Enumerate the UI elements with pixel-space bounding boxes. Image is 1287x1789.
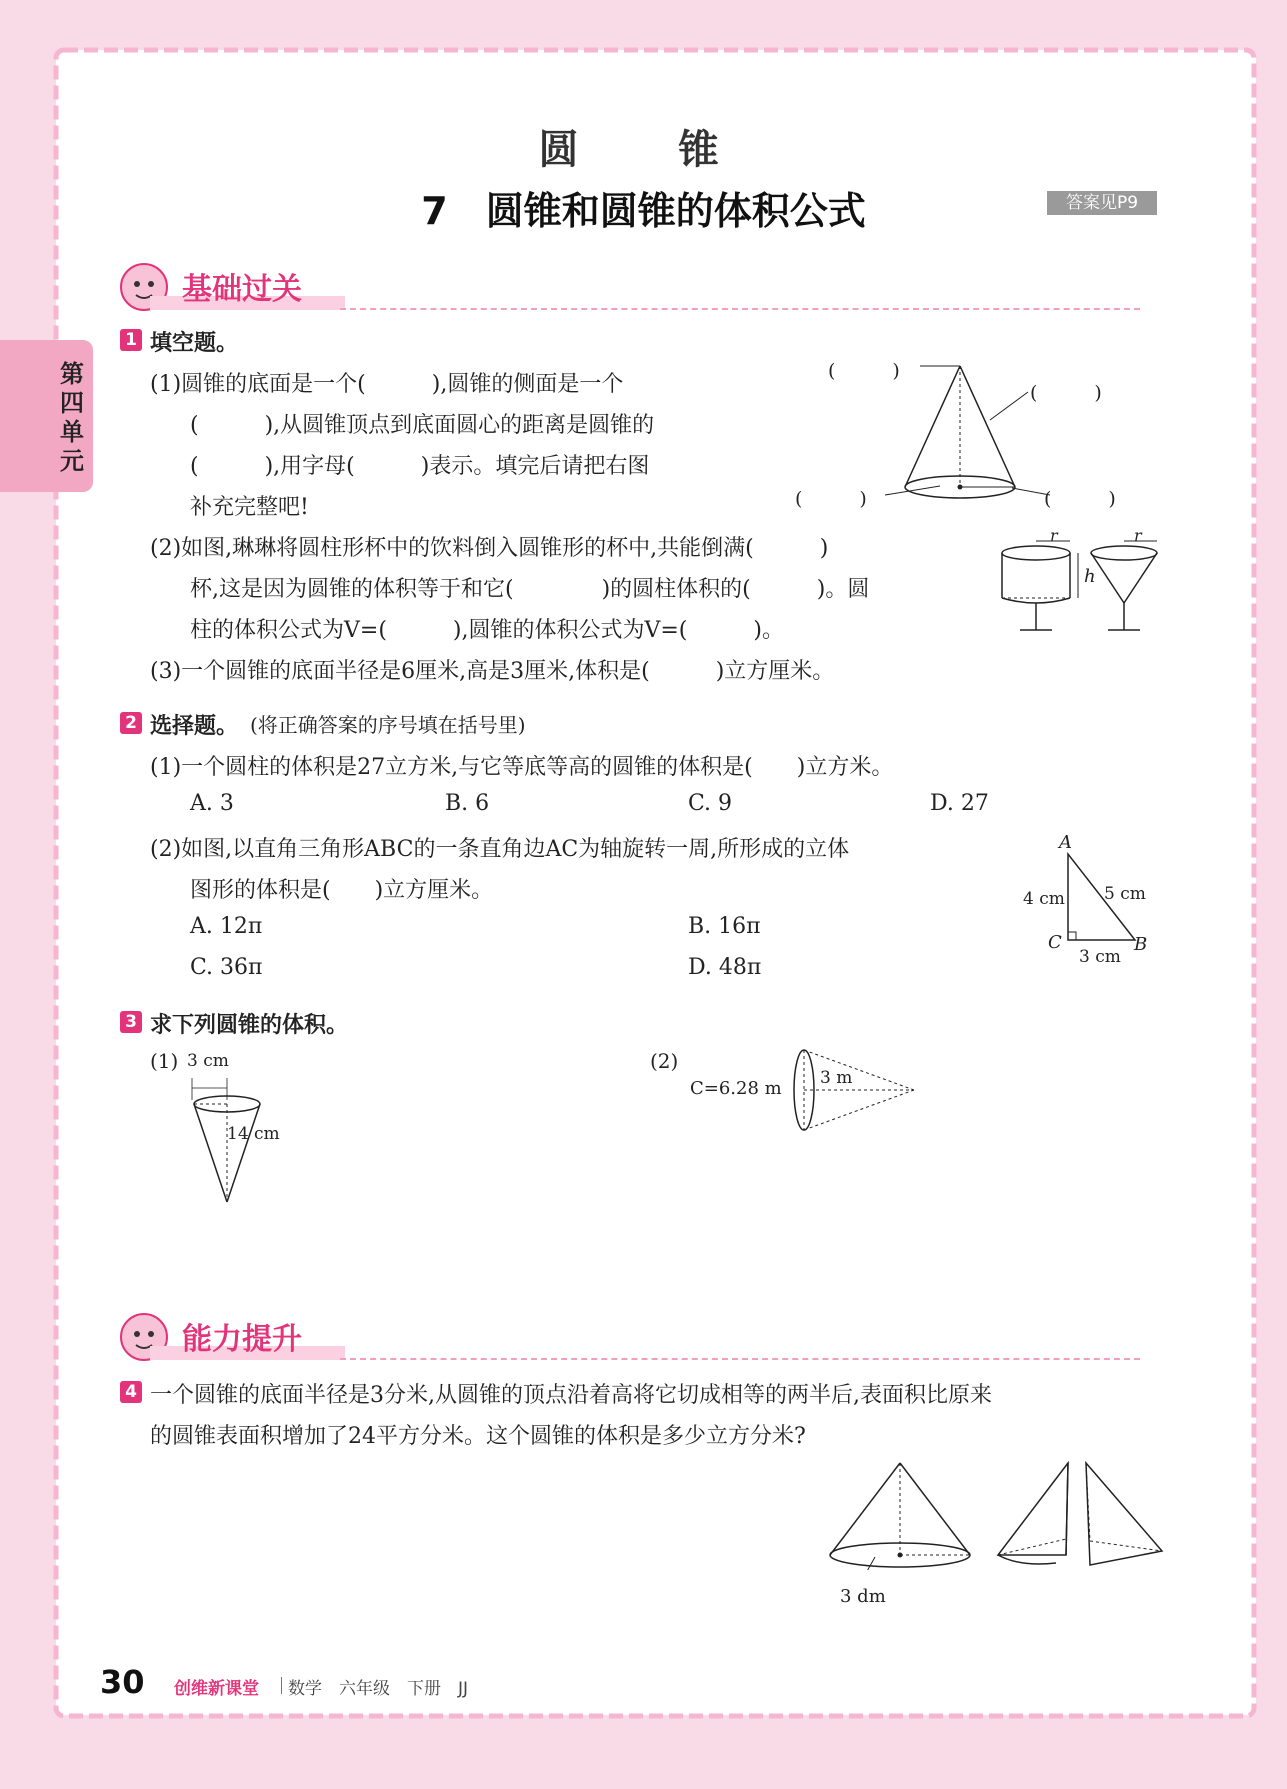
side-ac-label: 4 cm [1023, 889, 1065, 909]
q1-part1-line2: ( ),从圆锥顶点到底面圆心的距离是圆锥的 [190, 413, 655, 438]
answer-reference-badge: 答案见P9 [1047, 191, 1157, 215]
q1-part2-line3: 柱的体积公式为V=( ),圆锥的体积公式为V=( )。 [190, 618, 784, 643]
q3-cone1-height: 14 cm [227, 1124, 280, 1144]
page-number: 30 [100, 1663, 145, 1701]
q1-part1-line3: ( ),用字母( )表示。填完后请把右图 [190, 454, 650, 479]
q1-part2-line1: (2)如图,琳琳将圆柱形杯中的饮料倒入圆锥形的杯中,共能倒满( ) [150, 536, 829, 561]
question-number: 4 [120, 1381, 142, 1403]
vertex-b-label: B [1134, 934, 1148, 955]
q3-cone1-radius: 3 cm [187, 1051, 229, 1071]
unit-label: 第四单元 [60, 360, 84, 475]
fig-blank-top: ( ) [828, 360, 900, 382]
side-bc-label: 3 cm [1079, 947, 1121, 967]
q2-part2-line1: (2)如图,以直角三角形ABC的一条直角边AC为轴旋转一周,所形成的立体 [150, 837, 850, 862]
q3-cone2-figure [790, 1048, 920, 1132]
fig-blank-right: ( ) [1030, 382, 1102, 404]
question-title: 填空题。 [150, 331, 239, 356]
section-title-advanced: 能力提升 [182, 1322, 302, 1357]
section-divider [340, 308, 1140, 310]
fig-blank-bottom-right: ( ) [1044, 488, 1116, 510]
q2-p1-option-b: B. 6 [445, 791, 490, 816]
q4-radius-label: 3 dm [840, 1586, 886, 1607]
footer-info: 数学 六年级 下册 JJ [288, 1679, 469, 1699]
q2-p1-option-c: C. 9 [688, 791, 733, 816]
cone-cup-radius-label: r [1134, 526, 1142, 545]
q1-part2-line2: 杯,这是因为圆锥的体积等于和它( )的圆柱体积的( )。圆 [190, 577, 870, 602]
q3-cone1-label: (1) [150, 1049, 179, 1073]
chapter-title: 圆 锥 [538, 127, 749, 173]
section-title-basic: 基础过关 [182, 272, 302, 307]
cup-radius-label: r [1050, 526, 1058, 545]
q1-part1-line4: 补充完整吧! [190, 495, 309, 520]
side-ab-label: 5 cm [1104, 884, 1146, 904]
vertex-c-label: C [1048, 932, 1062, 953]
footer-divider [281, 1677, 282, 1694]
q2-part2-line2: 图形的体积是( )立方厘米。 [190, 878, 494, 903]
question-title: 选择题。 [150, 714, 239, 739]
q2-p1-option-a: A. 3 [190, 791, 234, 816]
q4-line1: 一个圆锥的底面半径是3分米,从圆锥的顶点沿着高将它切成相等的两半后,表面积比原来 [150, 1383, 992, 1408]
cup-height-label: h [1084, 566, 1096, 587]
q2-p2-option-a: A. 12π [190, 914, 263, 939]
q1-part1-line1: (1)圆锥的底面是一个( ),圆锥的侧面是一个 [150, 372, 624, 397]
section-divider [340, 1358, 1140, 1360]
footer-brand: 创维新课堂 [174, 1679, 259, 1699]
q2-p1-option-d: D. 27 [930, 791, 989, 816]
fig-blank-left: ( ) [795, 488, 867, 510]
vertex-a-label: A [1059, 832, 1072, 853]
q3-cone2-height: 3 m [820, 1068, 853, 1088]
q4-cut-cone-figure [820, 1455, 1170, 1570]
q2-p2-option-b: B. 16π [688, 914, 761, 939]
q4-line2: 的圆锥表面积增加了24平方分米。这个圆锥的体积是多少立方分米? [150, 1424, 806, 1449]
q3-cone2-label: (2) [650, 1049, 679, 1073]
question-note: (将正确答案的序号填在括号里) [250, 713, 526, 737]
q2-part1: (1)一个圆柱的体积是27立方米,与它等底等高的圆锥的体积是( )立方米。 [150, 755, 894, 780]
q2-p2-option-d: D. 48π [688, 955, 762, 980]
question-number: 2 [120, 712, 142, 734]
question-title: 求下列圆锥的体积。 [150, 1013, 349, 1038]
question-number: 3 [120, 1011, 142, 1033]
lesson-title: 7 圆锥和圆锥的体积公式 [421, 189, 866, 233]
q2-p2-option-c: C. 36π [190, 955, 263, 980]
q1-part3: (3)一个圆锥的底面半径是6厘米,高是3厘米,体积是( )立方厘米。 [150, 659, 835, 684]
q3-cone2-circumference: C=6.28 m [690, 1078, 782, 1099]
question-number: 1 [120, 329, 142, 351]
